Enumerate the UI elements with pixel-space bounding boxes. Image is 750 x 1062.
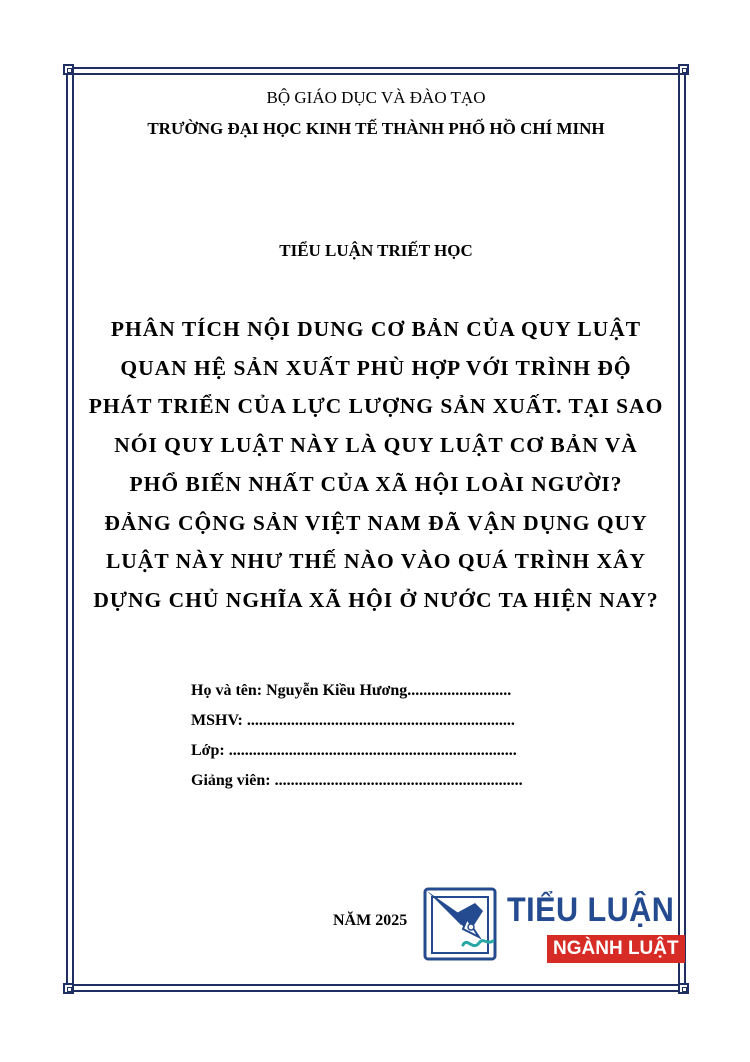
- university-name: TRƯỜNG ĐẠI HỌC KINH TẾ THÀNH PHỐ HỒ CHÍ MINH: [147, 119, 605, 138]
- corner-ornament-top-left: [63, 64, 74, 75]
- info-label: MSHV:: [191, 712, 247, 729]
- title-line: NÓI QUY LUẬT NÀY LÀ QUY LUẬT CƠ BẢN VÀ: [114, 433, 638, 458]
- info-dots: ...................................................................: [246, 712, 515, 729]
- title-line: PHÂN TÍCH NỘI DUNG CƠ BẢN CỦA QUY LUẬT: [110, 317, 642, 341]
- corner-ornament-bottom-right: [678, 983, 689, 994]
- report-type: TIỂU LUẬN TRIẾT HỌC: [279, 241, 473, 260]
- year: NĂM 2025: [333, 912, 408, 929]
- info-label: Họ và tên:: [191, 682, 267, 699]
- logo-title: TIỂU LUẬN: [507, 891, 675, 929]
- title-line: LUẬT NÀY NHƯ THẾ NÀO VÀO QUÁ TRÌNH XÂY: [105, 549, 647, 574]
- title-line: PHỔ BIẾN NHẤT CỦA XÃ HỘI LOÀI NGƯỜI?: [129, 471, 623, 496]
- title-line: ĐẢNG CỘNG SẢN VIỆT NAM ĐÃ VẬN DỤNG QUY: [104, 510, 648, 535]
- corner-ornament-bottom-left: [63, 983, 74, 994]
- title-line: DỰNG CHỦ NGHĨA XÃ HỘI Ở NƯỚC TA HIỆN NAY?: [93, 587, 659, 612]
- info-dots: ..........................: [407, 682, 512, 699]
- info-label: Giảng viên:: [191, 772, 275, 789]
- report-title: [72, 310, 680, 620]
- info-label: Lớp:: [191, 742, 229, 759]
- logo-tagline: NGÀNH LUẬT: [547, 935, 685, 963]
- info-dots: ..............................................................: [274, 772, 523, 789]
- student-info: [191, 676, 551, 796]
- title-line: PHÁT TRIỂN CỦA LỰC LƯỢNG SẢN XUẤT. TẠI SAO: [88, 394, 664, 419]
- info-dots: ........................................................................: [228, 742, 517, 759]
- tieu-luan-logo: [423, 885, 679, 965]
- info-value: Nguyễn Kiều Hương: [266, 682, 408, 699]
- info-row-name: [191, 676, 551, 706]
- ministry-name: BỘ GIÁO DỤC VÀ ĐÀO TẠO: [266, 88, 486, 107]
- title-line: QUAN HỆ SẢN XUẤT PHÙ HỢP VỚI TRÌNH ĐỘ: [120, 355, 632, 380]
- info-row-student-id: [191, 706, 551, 736]
- info-row-lecturer: [191, 766, 551, 796]
- info-row-class: [191, 736, 551, 766]
- fountain-pen-icon: [423, 885, 499, 961]
- corner-ornament-top-right: [678, 64, 689, 75]
